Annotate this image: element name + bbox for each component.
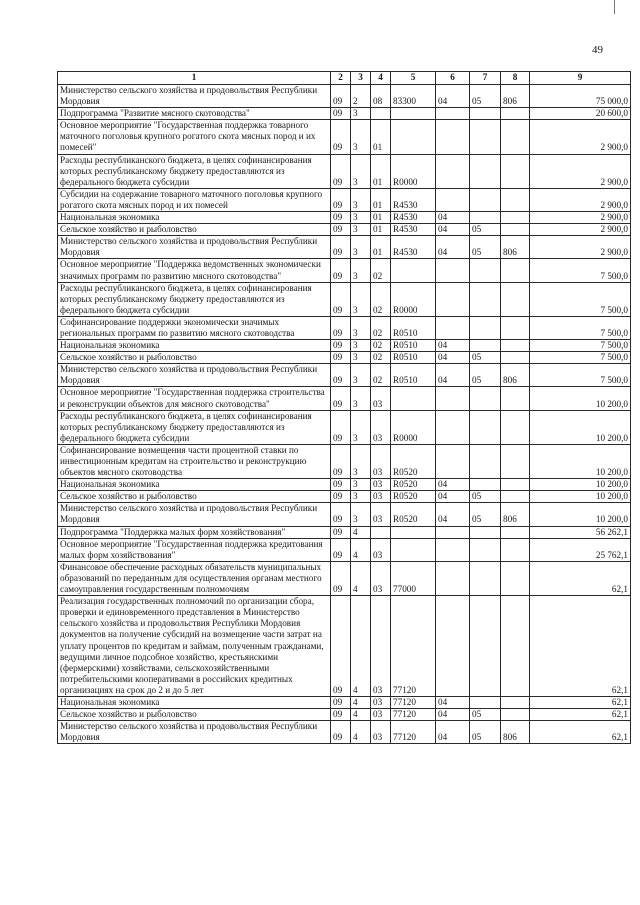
row-description: Министерство сельского хозяйства и продовольствия Республики Мордовия — [58, 721, 331, 744]
code-gruppa — [501, 444, 530, 478]
code-gp: 09 — [331, 236, 351, 259]
code-subsection: 05 — [470, 224, 501, 236]
code-section: 04 — [436, 696, 470, 708]
code-om: 02 — [371, 282, 391, 316]
code-om: 03 — [371, 410, 391, 444]
column-header: 8 — [501, 72, 530, 85]
code-gruppa — [501, 259, 530, 282]
code-section — [436, 387, 470, 410]
code-subsection: 05 — [470, 85, 501, 108]
code-gp: 09 — [331, 120, 351, 154]
code-subsection — [470, 316, 501, 339]
code-direction: R0510 — [391, 352, 436, 364]
table-row — [58, 526, 631, 538]
code-subsection — [470, 561, 501, 595]
code-gruppa — [501, 696, 530, 708]
table-row — [58, 340, 631, 352]
column-header: 9 — [530, 72, 631, 85]
row-description: Сельское хозяйство и рыболовство — [58, 491, 331, 503]
code-pp: 3 — [351, 120, 371, 154]
table-row — [58, 224, 631, 236]
code-om: 01 — [371, 154, 391, 188]
code-subsection — [470, 526, 501, 538]
code-pp: 4 — [351, 696, 371, 708]
code-direction: 77120 — [391, 721, 436, 744]
column-header: 5 — [391, 72, 436, 85]
table-row — [58, 491, 631, 503]
table-row — [58, 352, 631, 364]
code-section — [436, 108, 470, 120]
amount: 10 200,0 — [530, 503, 631, 526]
code-section — [436, 154, 470, 188]
code-pp: 3 — [351, 316, 371, 339]
code-gp: 09 — [331, 596, 351, 697]
code-om: 01 — [371, 236, 391, 259]
amount: 7 500,0 — [530, 352, 631, 364]
code-pp: 3 — [351, 387, 371, 410]
table-row — [58, 364, 631, 387]
table-row — [58, 212, 631, 224]
code-gp: 09 — [331, 696, 351, 708]
code-om: 02 — [371, 259, 391, 282]
table-row — [58, 596, 631, 697]
code-gp: 09 — [331, 503, 351, 526]
code-subsection: 05 — [470, 503, 501, 526]
code-direction: R0000 — [391, 410, 436, 444]
code-gp: 09 — [331, 352, 351, 364]
code-subsection — [470, 259, 501, 282]
code-gruppa: 806 — [501, 364, 530, 387]
page-edge-mark — [614, 0, 615, 14]
table-row — [58, 259, 631, 282]
table-row — [58, 479, 631, 491]
code-subsection — [470, 696, 501, 708]
code-section — [436, 410, 470, 444]
row-description: Расходы республиканского бюджета, в целях софинансирования которых республиканскому бюджету предоставляются из федерального бюджета субсидии — [58, 154, 331, 188]
row-description: Основное мероприятие "Государственная поддержка кредитования малых форм хозяйствования" — [58, 538, 331, 561]
code-section — [436, 596, 470, 697]
code-pp: 4 — [351, 561, 371, 595]
code-pp: 3 — [351, 259, 371, 282]
code-pp: 4 — [351, 596, 371, 697]
code-direction: R0000 — [391, 282, 436, 316]
row-description: Национальная экономика — [58, 479, 331, 491]
code-direction: R0000 — [391, 154, 436, 188]
amount: 7 500,0 — [530, 316, 631, 339]
table-row — [58, 410, 631, 444]
amount: 25 762,1 — [530, 538, 631, 561]
row-description: Национальная экономика — [58, 696, 331, 708]
code-gruppa — [501, 120, 530, 154]
row-description: Сельское хозяйство и рыболовство — [58, 709, 331, 721]
column-header: 1 — [58, 72, 331, 85]
code-section: 04 — [436, 491, 470, 503]
code-gp: 09 — [331, 387, 351, 410]
code-gruppa: 806 — [501, 236, 530, 259]
budget-table — [57, 71, 631, 744]
code-direction: R0520 — [391, 444, 436, 478]
row-description: Министерство сельского хозяйства и продовольствия Республики Мордовия — [58, 85, 331, 108]
code-pp: 3 — [351, 410, 371, 444]
code-gruppa — [501, 479, 530, 491]
code-direction — [391, 538, 436, 561]
code-om: 08 — [371, 85, 391, 108]
code-gp: 09 — [331, 188, 351, 211]
code-section — [436, 259, 470, 282]
code-direction: R4530 — [391, 188, 436, 211]
code-gp: 09 — [331, 721, 351, 744]
code-om: 02 — [371, 340, 391, 352]
code-gruppa: 806 — [501, 503, 530, 526]
code-gp: 09 — [331, 479, 351, 491]
code-gruppa — [501, 491, 530, 503]
amount: 62,1 — [530, 561, 631, 595]
table-row — [58, 120, 631, 154]
row-description: Сельское хозяйство и рыболовство — [58, 352, 331, 364]
amount: 20 600,0 — [530, 108, 631, 120]
code-direction: R4530 — [391, 224, 436, 236]
code-gp: 09 — [331, 709, 351, 721]
code-subsection: 05 — [470, 236, 501, 259]
code-section: 04 — [436, 721, 470, 744]
amount: 10 200,0 — [530, 491, 631, 503]
amount: 2 900,0 — [530, 188, 631, 211]
code-om: 03 — [371, 503, 391, 526]
code-direction — [391, 120, 436, 154]
amount: 2 900,0 — [530, 212, 631, 224]
code-om: 01 — [371, 224, 391, 236]
code-section: 04 — [436, 352, 470, 364]
code-gp: 09 — [331, 410, 351, 444]
code-om: 01 — [371, 120, 391, 154]
code-subsection — [470, 387, 501, 410]
code-om: 03 — [371, 538, 391, 561]
code-om: 02 — [371, 364, 391, 387]
row-description: Расходы республиканского бюджета, в целях софинансирования которых республиканскому бюджету предоставляются из федерального бюджета субсидии — [58, 410, 331, 444]
code-gruppa — [501, 188, 530, 211]
code-direction: R0510 — [391, 316, 436, 339]
code-om: 03 — [371, 491, 391, 503]
code-gp: 09 — [331, 108, 351, 120]
column-header: 7 — [470, 72, 501, 85]
amount: 75 000,0 — [530, 85, 631, 108]
row-description: Сельское хозяйство и рыболовство — [58, 224, 331, 236]
code-gp: 09 — [331, 154, 351, 188]
code-direction — [391, 526, 436, 538]
table-row — [58, 282, 631, 316]
code-om: 03 — [371, 709, 391, 721]
code-section: 04 — [436, 85, 470, 108]
amount: 10 200,0 — [530, 444, 631, 478]
code-pp: 3 — [351, 282, 371, 316]
table-header-row — [58, 72, 631, 85]
code-gruppa — [501, 410, 530, 444]
code-direction: 77000 — [391, 561, 436, 595]
code-section — [436, 188, 470, 211]
code-pp: 3 — [351, 340, 371, 352]
row-description: Субсидии на содержание товарного маточного поголовья крупного рогатого скота мясных пород и их помесей — [58, 188, 331, 211]
code-om: 03 — [371, 561, 391, 595]
amount: 56 262,1 — [530, 526, 631, 538]
row-description: Софинансирование поддержки экономически значимых региональных программ по развитию мясного скотоводства — [58, 316, 331, 339]
code-subsection — [470, 340, 501, 352]
code-pp: 3 — [351, 491, 371, 503]
table-row — [58, 236, 631, 259]
code-om — [371, 526, 391, 538]
code-pp: 3 — [351, 444, 371, 478]
row-description: Основное мероприятие "Поддержка ведомственных экономически значимых программ по развитию мясного скотоводства" — [58, 259, 331, 282]
table-row — [58, 721, 631, 744]
code-subsection — [470, 479, 501, 491]
code-gruppa: 806 — [501, 85, 530, 108]
row-description: Национальная экономика — [58, 340, 331, 352]
code-direction: R0510 — [391, 340, 436, 352]
code-gruppa — [501, 387, 530, 410]
code-gp: 09 — [331, 282, 351, 316]
code-gruppa — [501, 340, 530, 352]
code-pp: 3 — [351, 352, 371, 364]
code-om: 03 — [371, 444, 391, 478]
row-description: Реализация государственных полномочий по организации сбора, проверки и единовременного представления в Министерство сельского хозяйства и продовольствия Республики Мордовия документов на получение субсидий на возмещение части затрат на уплату процентов по кредитам и займам, полученным гражданами, ведущими личное подсобное хозяйство, крестьянскими (фермерскими) хозяйствами, сельскохозяйственными потребительскими кооперативами в российских кредитных организациях на срок до 2 и до 5 лет — [58, 596, 331, 697]
row-description: Министерство сельского хозяйства и продовольствия Республики Мордовия — [58, 503, 331, 526]
code-om: 03 — [371, 696, 391, 708]
code-gp: 09 — [331, 444, 351, 478]
code-direction: R0520 — [391, 491, 436, 503]
table-row — [58, 188, 631, 211]
code-gp: 09 — [331, 212, 351, 224]
code-section — [436, 120, 470, 154]
code-direction — [391, 108, 436, 120]
row-description: Министерство сельского хозяйства и продовольствия Республики Мордовия — [58, 236, 331, 259]
code-om — [371, 108, 391, 120]
column-header: 6 — [436, 72, 470, 85]
amount: 7 500,0 — [530, 259, 631, 282]
table-row — [58, 561, 631, 595]
table-row — [58, 387, 631, 410]
code-subsection: 05 — [470, 352, 501, 364]
amount: 7 500,0 — [530, 340, 631, 352]
amount: 10 200,0 — [530, 410, 631, 444]
code-section: 04 — [436, 224, 470, 236]
code-gruppa — [501, 538, 530, 561]
code-gruppa — [501, 108, 530, 120]
table-row — [58, 154, 631, 188]
amount: 2 900,0 — [530, 154, 631, 188]
code-direction — [391, 259, 436, 282]
row-description: Подпрограмма "Поддержка малых форм хозяйствования" — [58, 526, 331, 538]
table-body — [58, 85, 631, 744]
code-direction: R4530 — [391, 212, 436, 224]
table-row — [58, 709, 631, 721]
code-subsection — [470, 596, 501, 697]
page-number: 49 — [592, 44, 603, 56]
column-header: 3 — [351, 72, 371, 85]
amount: 62,1 — [530, 709, 631, 721]
code-section: 04 — [436, 709, 470, 721]
code-direction: 77120 — [391, 596, 436, 697]
code-gp: 09 — [331, 224, 351, 236]
table-row — [58, 503, 631, 526]
code-subsection — [470, 188, 501, 211]
code-om: 03 — [371, 596, 391, 697]
code-om: 02 — [371, 352, 391, 364]
code-om: 03 — [371, 479, 391, 491]
row-description: Министерство сельского хозяйства и продовольствия Республики Мордовия — [58, 364, 331, 387]
code-gruppa — [501, 154, 530, 188]
table-row — [58, 696, 631, 708]
code-gruppa — [501, 709, 530, 721]
code-section: 04 — [436, 503, 470, 526]
code-pp: 3 — [351, 364, 371, 387]
table-row — [58, 85, 631, 108]
code-pp: 4 — [351, 526, 371, 538]
code-gp: 09 — [331, 364, 351, 387]
code-pp: 4 — [351, 538, 371, 561]
row-description: Национальная экономика — [58, 212, 331, 224]
row-description: Софинансирование возмещения части процентной ставки по инвестиционным кредитам на строительство и реконструкцию объектов мясного скотоводства — [58, 444, 331, 478]
code-gruppa — [501, 316, 530, 339]
amount: 10 200,0 — [530, 387, 631, 410]
code-gp: 09 — [331, 259, 351, 282]
code-pp: 3 — [351, 224, 371, 236]
code-subsection: 05 — [470, 491, 501, 503]
code-direction: R0510 — [391, 364, 436, 387]
code-direction: 83300 — [391, 85, 436, 108]
amount: 2 900,0 — [530, 236, 631, 259]
code-direction: R0520 — [391, 479, 436, 491]
code-direction: 77120 — [391, 709, 436, 721]
code-gp: 09 — [331, 491, 351, 503]
code-direction: R0520 — [391, 503, 436, 526]
code-subsection — [470, 410, 501, 444]
table-row — [58, 538, 631, 561]
code-gp: 09 — [331, 538, 351, 561]
code-gp: 09 — [331, 85, 351, 108]
row-description: Основное мероприятие "Государственная поддержка товарного маточного поголовья крупного рогатого скота мясных пород и их помесей" — [58, 120, 331, 154]
column-header: 2 — [331, 72, 351, 85]
code-pp: 3 — [351, 108, 371, 120]
code-subsection — [470, 108, 501, 120]
code-om: 03 — [371, 387, 391, 410]
code-om: 01 — [371, 212, 391, 224]
code-gp: 09 — [331, 316, 351, 339]
code-subsection — [470, 120, 501, 154]
code-gp: 09 — [331, 526, 351, 538]
code-om: 02 — [371, 316, 391, 339]
code-gruppa — [501, 224, 530, 236]
code-section — [436, 526, 470, 538]
row-description: Расходы республиканского бюджета, в целях софинансирования которых республиканскому бюджету предоставляются из федерального бюджета субсидии — [58, 282, 331, 316]
row-description: Финансовое обеспечение расходных обязательств муниципальных образований по переданным для осуществления органам местного самоуправления государственным полномочиям — [58, 561, 331, 595]
code-gruppa — [501, 212, 530, 224]
code-pp: 4 — [351, 709, 371, 721]
code-subsection — [470, 282, 501, 316]
code-pp: 3 — [351, 188, 371, 211]
code-section — [436, 444, 470, 478]
code-section — [436, 282, 470, 316]
code-subsection — [470, 444, 501, 478]
amount: 2 900,0 — [530, 120, 631, 154]
code-subsection — [470, 538, 501, 561]
code-pp: 3 — [351, 479, 371, 491]
code-section — [436, 561, 470, 595]
code-gruppa: 806 — [501, 721, 530, 744]
code-gruppa — [501, 596, 530, 697]
code-pp: 3 — [351, 236, 371, 259]
table-row — [58, 316, 631, 339]
row-description: Основное мероприятие "Государственная поддержка строительства и реконструкции объектов для мясного скотоводства" — [58, 387, 331, 410]
code-direction — [391, 387, 436, 410]
row-description: Подпрограмма "Развитие мясного скотоводства" — [58, 108, 331, 120]
code-pp: 3 — [351, 154, 371, 188]
code-direction: R4530 — [391, 236, 436, 259]
column-header: 4 — [371, 72, 391, 85]
amount: 62,1 — [530, 721, 631, 744]
code-gp: 09 — [331, 561, 351, 595]
amount: 62,1 — [530, 696, 631, 708]
code-section: 04 — [436, 364, 470, 387]
code-subsection: 05 — [470, 721, 501, 744]
code-gruppa — [501, 352, 530, 364]
code-pp: 3 — [351, 212, 371, 224]
code-section — [436, 316, 470, 339]
code-gruppa — [501, 282, 530, 316]
code-direction: 77120 — [391, 696, 436, 708]
code-pp: 2 — [351, 85, 371, 108]
table-row — [58, 444, 631, 478]
code-gp: 09 — [331, 340, 351, 352]
amount: 7 500,0 — [530, 282, 631, 316]
code-section: 04 — [436, 212, 470, 224]
table-row — [58, 108, 631, 120]
amount: 2 900,0 — [530, 224, 631, 236]
amount: 10 200,0 — [530, 479, 631, 491]
code-pp: 3 — [351, 503, 371, 526]
code-section: 04 — [436, 340, 470, 352]
code-gruppa — [501, 561, 530, 595]
amount: 62,1 — [530, 596, 631, 697]
code-om: 03 — [371, 721, 391, 744]
amount: 7 500,0 — [530, 364, 631, 387]
code-pp: 4 — [351, 721, 371, 744]
code-subsection: 05 — [470, 364, 501, 387]
code-subsection: 05 — [470, 709, 501, 721]
code-section: 04 — [436, 479, 470, 491]
code-om: 01 — [371, 188, 391, 211]
code-subsection — [470, 154, 501, 188]
code-section: 04 — [436, 236, 470, 259]
code-subsection — [470, 212, 501, 224]
code-gruppa — [501, 526, 530, 538]
code-section — [436, 538, 470, 561]
